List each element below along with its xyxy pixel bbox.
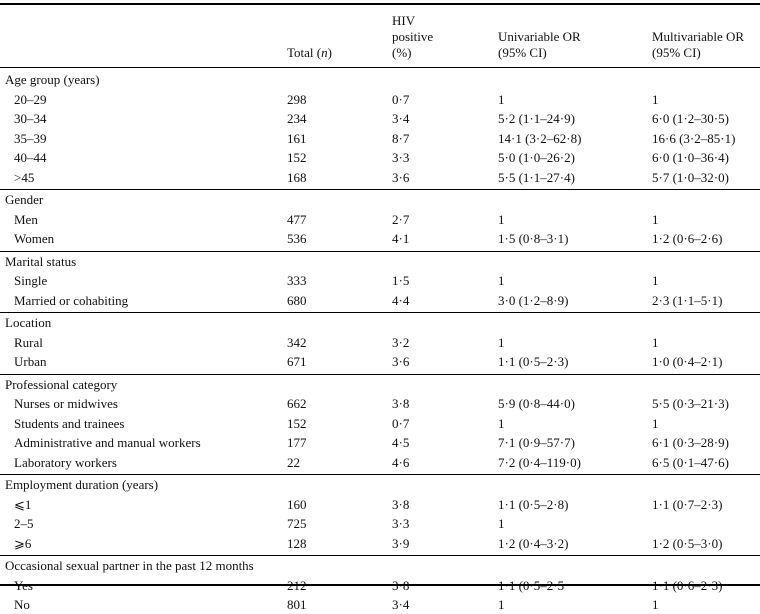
label-cell: Employment duration (years): [5, 477, 159, 492]
uni-cell: 1·2 (0·4–3·2): [498, 535, 569, 551]
multi-cell: 1: [652, 597, 659, 612]
table-row: [0, 352, 760, 371]
total-cell: 160: [287, 496, 307, 512]
multi-cell: 1: [652, 91, 659, 107]
table-row: [0, 90, 760, 109]
category-row: [0, 252, 760, 271]
total-cell: 671: [287, 354, 307, 369]
label-cell: Occasional sexual partner in the past 12 months: [5, 558, 254, 573]
hiv-cell: 3·6: [392, 354, 410, 369]
label-cell: ⩾6: [14, 535, 32, 551]
total-cell: 22: [287, 454, 300, 470]
uni-cell: 1·1 (0·5–2·8): [498, 496, 569, 512]
total-cell: 234: [287, 111, 307, 126]
uni-cell: 1: [498, 334, 505, 350]
table-row: [0, 433, 760, 452]
uni-cell: 7·1 (0·9–57·7): [498, 435, 575, 450]
uni-cell: 5·2 (1·1–24·9): [498, 111, 575, 126]
label-cell: >45: [14, 169, 35, 185]
label-cell: Marital status: [5, 253, 77, 269]
hiv-cell: 3·6: [392, 169, 410, 185]
hiv-cell: 8·7: [392, 130, 410, 146]
header-rule: [0, 67, 760, 68]
hiv-cell: 0·7: [392, 91, 410, 107]
hiv-cell: 3·8: [392, 396, 410, 411]
uni-cell: 1: [498, 91, 505, 107]
multi-cell: 5·7 (1·0–32·0): [652, 169, 729, 185]
label-cell: 30–34: [14, 111, 47, 126]
header-hiv-positive: HIV positive (%): [392, 13, 434, 60]
uni-cell: 1·5 (0·8–3·1): [498, 231, 569, 246]
hiv-cell: 2·7: [392, 211, 410, 227]
hiv-cell: 3·9: [392, 535, 410, 551]
table-row: [0, 148, 760, 167]
multi-cell: 1·2 (0·5–3·0): [652, 535, 723, 551]
label-cell: Gender: [5, 192, 44, 207]
table-row: [0, 109, 760, 128]
uni-cell: 7·2 (0·4–119·0): [498, 454, 581, 470]
table-row: [0, 414, 760, 433]
hiv-cell: 3·3: [392, 516, 410, 531]
table-row: [0, 495, 760, 514]
total-cell: 333: [287, 273, 307, 288]
total-cell: 152: [287, 150, 307, 165]
hiv-cell: 3·8: [392, 496, 410, 512]
hiv-cell: 3·2: [392, 334, 410, 350]
uni-cell: 1: [498, 597, 505, 612]
multi-cell: 1: [652, 415, 659, 431]
label-cell: Nurses or midwives: [14, 396, 118, 411]
uni-cell: 14·1 (3·2–62·8): [498, 130, 582, 146]
uni-cell: 5·5 (1·1–27·4): [498, 169, 575, 185]
total-cell: 298: [287, 91, 307, 107]
category-row: [0, 190, 760, 209]
category-row: [0, 475, 760, 494]
uni-cell: 5·0 (1·0–26·2): [498, 150, 575, 165]
category-row: [0, 375, 760, 394]
multi-cell: 5·5 (0·3–21·3): [652, 396, 729, 411]
total-cell: 662: [287, 396, 307, 411]
hiv-cell: 3·4: [392, 111, 410, 126]
uni-cell: 5·9 (0·8–44·0): [498, 396, 575, 411]
multi-cell: 6·5 (0·1–47·6): [652, 454, 729, 470]
total-cell: 177: [287, 435, 307, 450]
uni-cell: 1: [498, 273, 505, 288]
multi-cell: 1: [652, 211, 659, 227]
multi-cell: 1: [652, 273, 659, 288]
category-row: [0, 70, 760, 89]
hiv-cell: 4·5: [392, 435, 410, 450]
category-row: [0, 556, 760, 575]
label-cell: Students and trainees: [14, 415, 125, 431]
uni-cell: 3·0 (1·2–8·9): [498, 292, 569, 308]
hiv-cell: 4·4: [392, 292, 410, 308]
bottom-rule: [0, 584, 760, 586]
top-rule: [0, 3, 760, 5]
table-row: [0, 229, 760, 248]
uni-cell: 1: [498, 415, 505, 431]
header-univariable-or: Univariable OR (95% CI): [498, 29, 581, 60]
total-cell: 680: [287, 292, 307, 308]
table-row: [0, 271, 760, 290]
total-cell: 161: [287, 130, 307, 146]
multi-cell: 1·1 (0·7–2·3): [652, 496, 723, 512]
multi-cell: 6·1 (0·3–28·9): [652, 435, 729, 450]
table-row: [0, 514, 760, 533]
hiv-cell: 4·6: [392, 454, 410, 470]
table-row: [0, 394, 760, 413]
hiv-cell: 0·7: [392, 415, 410, 431]
category-row: [0, 313, 760, 332]
total-cell: 801: [287, 597, 307, 612]
label-cell: Location: [5, 315, 52, 330]
label-cell: ⩽1: [14, 496, 32, 512]
multi-cell: 1: [652, 334, 659, 350]
total-cell: 342: [287, 334, 307, 350]
total-cell: 725: [287, 516, 307, 531]
total-cell: 477: [287, 211, 307, 227]
table-row: [0, 168, 760, 187]
total-cell: 152: [287, 415, 307, 431]
table-row: [0, 129, 760, 148]
multi-cell: 6·0 (1·2–30·5): [652, 111, 729, 126]
table-row: [0, 291, 760, 310]
table-row: [0, 333, 760, 352]
table-row: [0, 534, 760, 553]
multi-cell: 2·3 (1·1–5·1): [652, 292, 723, 308]
label-cell: No: [14, 597, 30, 612]
label-cell: 20–29: [14, 91, 47, 107]
total-cell: 536: [287, 231, 307, 246]
total-cell: 128: [287, 535, 307, 551]
label-cell: 2–5: [14, 516, 34, 531]
hiv-cell: 1·5: [392, 273, 410, 288]
uni-cell: 1·1 (0·5–2·3): [498, 354, 569, 369]
uni-cell: 1: [498, 211, 505, 227]
uni-cell: 1: [498, 516, 505, 531]
hiv-cell: 3·3: [392, 150, 410, 165]
multi-cell: 1·0 (0·4–2·1): [652, 354, 723, 369]
label-cell: Urban: [14, 354, 47, 369]
table-row: [0, 595, 760, 614]
label-cell: 40–44: [14, 150, 47, 165]
label-cell: Married or cohabiting: [14, 292, 129, 308]
label-cell: 35–39: [14, 130, 47, 146]
label-cell: Administrative and manual workers: [14, 435, 201, 450]
label-cell: Single: [14, 273, 48, 288]
table-row: [0, 210, 760, 229]
hiv-cell: 3·4: [392, 597, 410, 612]
hiv-cell: 4·1: [392, 231, 410, 246]
total-cell: 168: [287, 169, 307, 185]
header-multivariable-or: Multivariable OR (95% CI): [652, 29, 745, 60]
label-cell: Age group (years): [5, 72, 100, 87]
label-cell: Men: [14, 211, 38, 227]
multi-cell: 1·2 (0·6–2·6): [652, 231, 723, 246]
multi-cell: 6·0 (1·0–36·4): [652, 150, 729, 165]
table-row: [0, 453, 760, 472]
multi-cell: 16·6 (3·2–85·1): [652, 130, 736, 146]
label-cell: Laboratory workers: [14, 454, 117, 470]
header-total: Total (n): [287, 45, 332, 60]
label-cell: Professional category: [5, 376, 118, 392]
label-cell: Women: [14, 231, 55, 246]
label-cell: Rural: [14, 334, 43, 350]
